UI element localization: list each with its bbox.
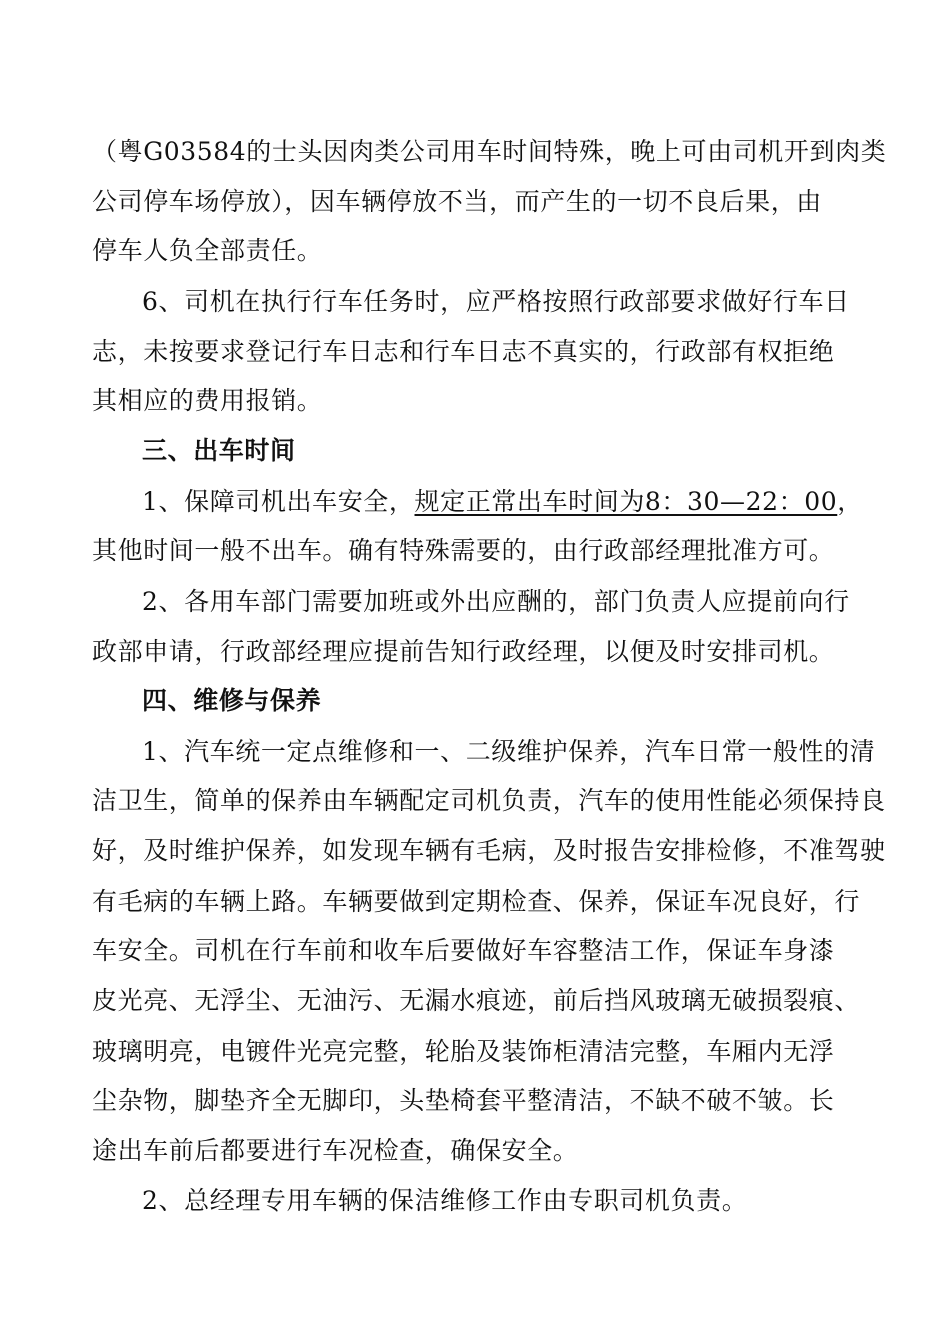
section-heading: 四、维修与保养 [142,686,322,715]
text-span: ， [837,487,863,516]
paragraph-first-line: 6、司机在执行行车任务时，应严格按照行政部要求做好行车日 [142,287,850,316]
text-line: 公司停车场停放），因车辆停放不当，而产生的一切不良后果，由 [92,187,822,216]
text-line: 其他时间一般不出车。确有特殊需要的，由行政部经理批准方可。 [92,536,835,565]
underlined-text: 规定正常出车时间为8：30—22：00 [414,487,838,516]
text-line: 途出车前后都要进行车况检查，确保安全。 [92,1136,579,1165]
text-line: 好，及时维护保养，如发现车辆有毛病，及时报告安排检修，不准驾驶 [92,836,886,865]
text-line: 尘杂物，脚垫齐全无脚印，头垫椅套平整清洁，不缺不破不皱。长 [92,1086,835,1115]
text-line: 有毛病的车辆上路。车辆要做到定期检查、保养，保证车况良好，行 [92,887,861,916]
text-line: 志，未按要求登记行车日志和行车日志不真实的，行政部有权拒绝 [92,337,835,366]
text-line: 洁卫生，简单的保养由车辆配定司机负责，汽车的使用性能必须保持良 [92,786,886,815]
text-line: 玻璃明亮，电镀件光亮完整，轮胎及装饰柜清洁完整，车厢内无浮 [92,1037,835,1066]
paragraph-first-line [142,484,942,520]
paragraph-first-line: 1、汽车统一定点维修和一、二级维护保养，汽车日常一般性的清 [142,737,876,766]
paragraph-first-line: 2、各用车部门需要加班或外出应酬的，部门负责人应提前向行 [142,587,850,616]
text-line: 皮光亮、无浮尘、无油污、无漏水痕迹，前后挡风玻璃无破损裂痕、 [92,986,861,1015]
text-line: （粤G03584的士头因肉类公司用车时间特殊，晚上可由司机开到肉类 [92,137,887,166]
text-line: 政部申请，行政部经理应提前告知行政经理，以便及时安排司机。 [92,637,835,666]
text-line: 其相应的费用报销。 [92,386,323,415]
text-line: 停车人负全部责任。 [92,236,323,265]
text-line: 车安全。司机在行车前和收车后要做好车容整洁工作，保证车身漆 [92,936,835,965]
text-span: 1、保障司机出车安全， [142,487,415,516]
paragraph-first-line: 2、总经理专用车辆的保洁维修工作由专职司机负责。 [142,1186,748,1215]
section-heading: 三、出车时间 [142,436,296,465]
